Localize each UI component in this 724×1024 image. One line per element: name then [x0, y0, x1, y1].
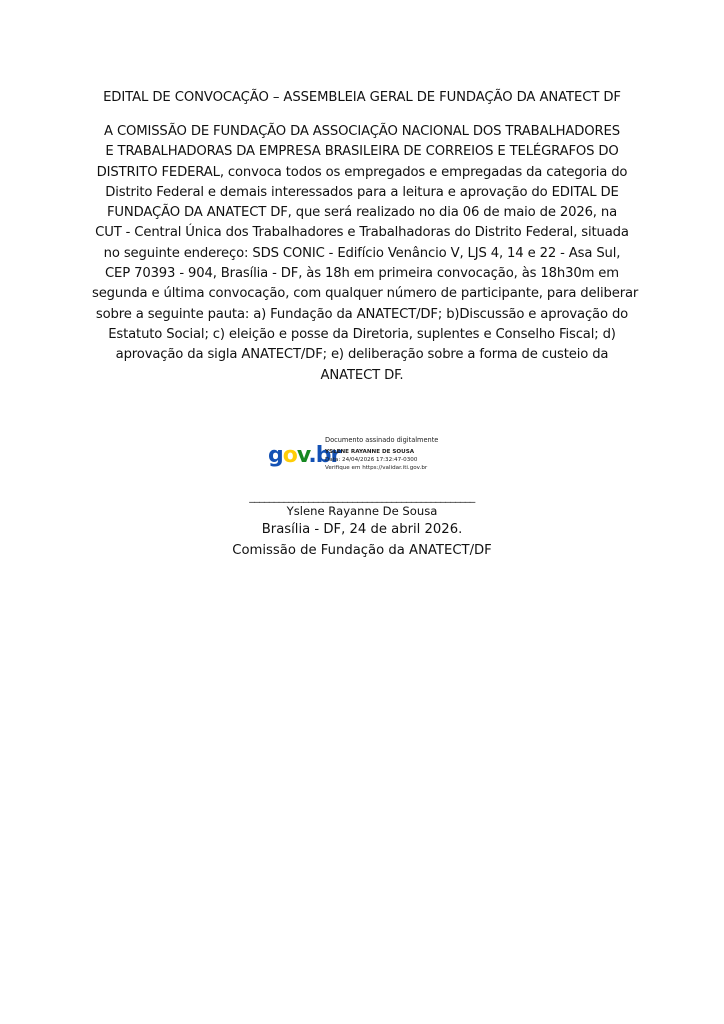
- body-line: segunda e última convocação, com qualquer número de participante, para deliberar: [92, 286, 639, 302]
- signature-heading: Documento assinado digitalmente: [325, 436, 439, 444]
- body-line: CEP 70393 - 904, Brasília - DF, às 18h em primeira convocação, às 18h30m em: [105, 266, 619, 282]
- body-line: no seguinte endereço: SDS CONIC - Edifício Venâncio V, LJS 4, 14 e 22 - Asa Sul,: [103, 245, 621, 261]
- signature-date: Data: 24/04/2026 17:32:47-0300: [325, 457, 418, 463]
- body-line: A COMISSÃO DE FUNDAÇÃO DA ASSOCIAÇÃO NACIONAL DOS TRABALHADORES: [104, 124, 620, 139]
- body-line: aprovação da sigla ANATECT/DF; e) deliberação sobre a forma de custeio da: [115, 347, 609, 363]
- body-line: E TRABALHADORAS DA EMPRESA BRASILEIRA DE CORREIOS E TELÉGRAFOS DO: [105, 144, 619, 160]
- body-line: Estatuto Social; c) eleição e posse da Diretoria, suplentes e Conselho Fiscal; d): [108, 326, 616, 342]
- digital-signature-stamp: [268, 436, 468, 478]
- signer-name: Yslene Rayanne De Sousa: [286, 504, 438, 518]
- body-line: CUT - Central Única dos Trabalhadores e Trabalhadoras do Distrito Federal, situada: [95, 225, 629, 241]
- govbr-logo: gov.br: [268, 443, 341, 468]
- signature-verify-link: Verifique em https://validar.iti.gov.br: [325, 465, 428, 471]
- body-line: FUNDAÇÃO DA ANATECT DF, que será realizado no dia 06 de maio de 2026, na: [106, 205, 618, 221]
- body-line: DISTRITO FEDERAL, convoca todos os empregados e empregadas da categoria do: [96, 164, 628, 180]
- convocation-body: [92, 122, 639, 386]
- document-title: EDITAL DE CONVOCAÇÃO – ASSEMBLEIA GERAL DE FUNDAÇÃO DA ANATECT DF: [103, 90, 621, 105]
- signature-line: ______________________________________________: [249, 490, 475, 503]
- body-line: ANATECT DF.: [320, 367, 404, 383]
- place-date: Brasília - DF, 24 de abril 2026.: [261, 522, 463, 537]
- body-line: sobre a seguinte pauta: a) Fundação da ANATECT/DF; b)Discussão e aprovação do: [95, 306, 629, 322]
- signature-details: [325, 436, 475, 472]
- body-line: Distrito Federal e demais interessados para a leitura e aprovação do EDITAL DE: [105, 184, 619, 200]
- commission-name: Comissão de Fundação da ANATECT/DF: [232, 543, 492, 558]
- signature-signer: YSLENE RAYANNE DE SOUSA: [325, 449, 415, 455]
